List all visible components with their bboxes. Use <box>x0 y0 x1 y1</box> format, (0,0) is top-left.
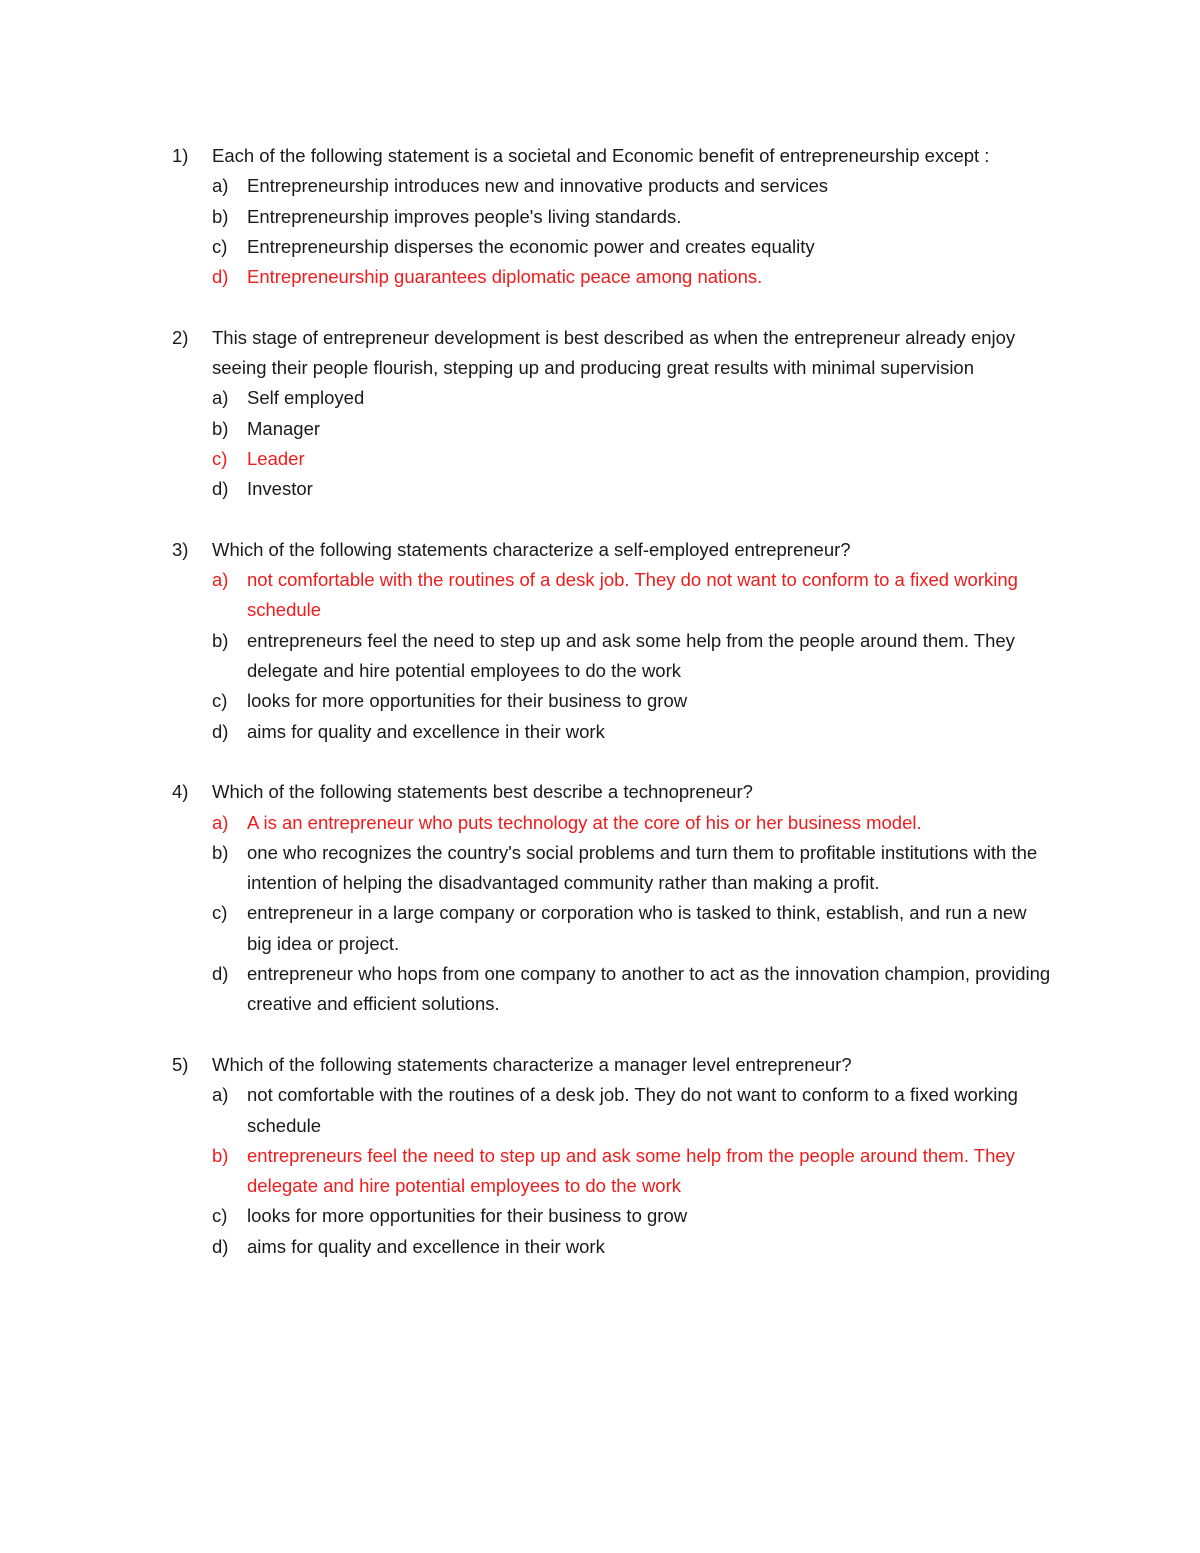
option-text: one who recognizes the country's social problems and turn them to profitable institutions with the intention of helping the disadvantaged community rather than making a profit. <box>247 841 1038 894</box>
option-text: Investor <box>247 478 313 500</box>
answer-option <box>172 717 1052 747</box>
question-stem <box>172 777 1052 807</box>
option-text: looks for more opportunities for their business to grow <box>247 690 688 712</box>
option-text: Leader <box>247 447 305 469</box>
option-text: entrepreneur in a large company or corporation who is tasked to think, establish, and run a new big idea or project. <box>247 902 1027 954</box>
question-number: 2) <box>172 326 189 348</box>
question-text: This stage of entrepreneur development is best described as when the entrepreneur already enjoy seeing their people flourish, stepping up and producing great results with minimal supervision <box>212 326 1016 379</box>
answer-option <box>172 474 1052 504</box>
option-text: not comfortable with the routines of a desk job. They do not want to conform to a fixed working schedule <box>247 1084 1018 1136</box>
answer-option <box>172 383 1052 413</box>
option-letter: c) <box>212 690 228 712</box>
option-letter: d) <box>212 1235 229 1257</box>
question-item <box>172 777 1052 1019</box>
option-letter: c) <box>212 235 228 257</box>
answer-option-correct <box>172 1141 1052 1202</box>
question-stem <box>172 535 1052 565</box>
answer-options <box>172 171 1052 292</box>
answer-option <box>172 414 1052 444</box>
question-item <box>172 535 1052 747</box>
option-text: entrepreneurs feel the need to step up and ask some help from the people around them. They delegate and hire potential employees to do the work <box>247 1144 1015 1197</box>
question-text: Which of the following statements characterize a self-employed entrepreneur? <box>212 538 851 560</box>
question-number: 4) <box>172 781 189 803</box>
answer-options <box>172 1080 1052 1262</box>
question-item <box>172 141 1052 292</box>
question-number: 1) <box>172 145 189 166</box>
question-number: 5) <box>172 1053 189 1075</box>
option-letter: d) <box>212 963 229 985</box>
option-letter: d) <box>212 266 229 288</box>
option-letter: b) <box>212 629 229 651</box>
option-text: aims for quality and excellence in their work <box>247 1235 605 1257</box>
option-letter: a) <box>212 811 229 833</box>
option-letter: b) <box>212 417 229 439</box>
answer-option <box>172 959 1052 1020</box>
answer-option-correct <box>172 808 1052 838</box>
answer-option <box>172 626 1052 687</box>
option-letter: c) <box>212 447 228 469</box>
answer-options <box>172 808 1052 1020</box>
answer-option <box>172 898 1052 959</box>
option-text: Self employed <box>247 387 365 409</box>
option-text: looks for more opportunities for their business to grow <box>247 1205 688 1227</box>
option-letter: d) <box>212 478 229 500</box>
option-letter: c) <box>212 1205 228 1227</box>
option-letter: b) <box>212 205 229 227</box>
option-text: not comfortable with the routines of a desk job. They do not want to conform to a fixed working schedule <box>247 569 1018 621</box>
question-item <box>172 1050 1052 1262</box>
option-text: Entrepreneurship guarantees diplomatic peace among nations. <box>247 266 763 288</box>
question-item <box>172 323 1052 505</box>
option-letter: d) <box>212 720 229 742</box>
answer-option <box>172 171 1052 201</box>
option-letter: a) <box>212 387 229 409</box>
option-text: aims for quality and excellence in their work <box>247 720 605 742</box>
answer-option-correct <box>172 444 1052 474</box>
answer-options <box>172 383 1052 504</box>
answer-option <box>172 1080 1052 1141</box>
option-text: Manager <box>247 417 321 439</box>
option-text: Entrepreneurship introduces new and innovative products and services <box>247 175 829 197</box>
option-text: Entrepreneurship improves people's living standards. <box>247 205 682 227</box>
question-list <box>172 141 1052 1292</box>
option-text: entrepreneur who hops from one company to another to act as the innovation champion, providing creative and efficient solutions. <box>247 963 1051 1015</box>
answer-option <box>172 1201 1052 1231</box>
option-letter: a) <box>212 1084 229 1106</box>
answer-options <box>172 565 1052 747</box>
question-number: 3) <box>172 538 189 560</box>
question-stem <box>172 141 1052 171</box>
option-letter: c) <box>212 902 228 924</box>
option-text: entrepreneurs feel the need to step up and ask some help from the people around them. They delegate and hire potential employees to do the work <box>247 629 1015 682</box>
option-letter: b) <box>212 1144 229 1166</box>
answer-option-correct <box>172 565 1052 626</box>
answer-option <box>172 838 1052 899</box>
answer-option <box>172 202 1052 232</box>
answer-option-correct <box>172 262 1052 292</box>
question-text: Each of the following statement is a societal and Economic benefit of entrepreneurship except : <box>212 145 990 166</box>
question-text: Which of the following statements characterize a manager level entrepreneur? <box>212 1053 852 1075</box>
question-text: Which of the following statements best describe a technopreneur? <box>212 781 753 803</box>
option-text: A is an entrepreneur who puts technology at the core of his or her business model. <box>247 811 922 833</box>
option-letter: a) <box>212 569 229 591</box>
option-text: Entrepreneurship disperses the economic power and creates equality <box>247 235 815 257</box>
question-stem <box>172 323 1052 384</box>
answer-option <box>172 686 1052 716</box>
answer-option <box>172 1232 1052 1262</box>
answer-option <box>172 232 1052 262</box>
option-letter: a) <box>212 175 229 197</box>
option-letter: b) <box>212 841 229 863</box>
question-stem <box>172 1050 1052 1080</box>
